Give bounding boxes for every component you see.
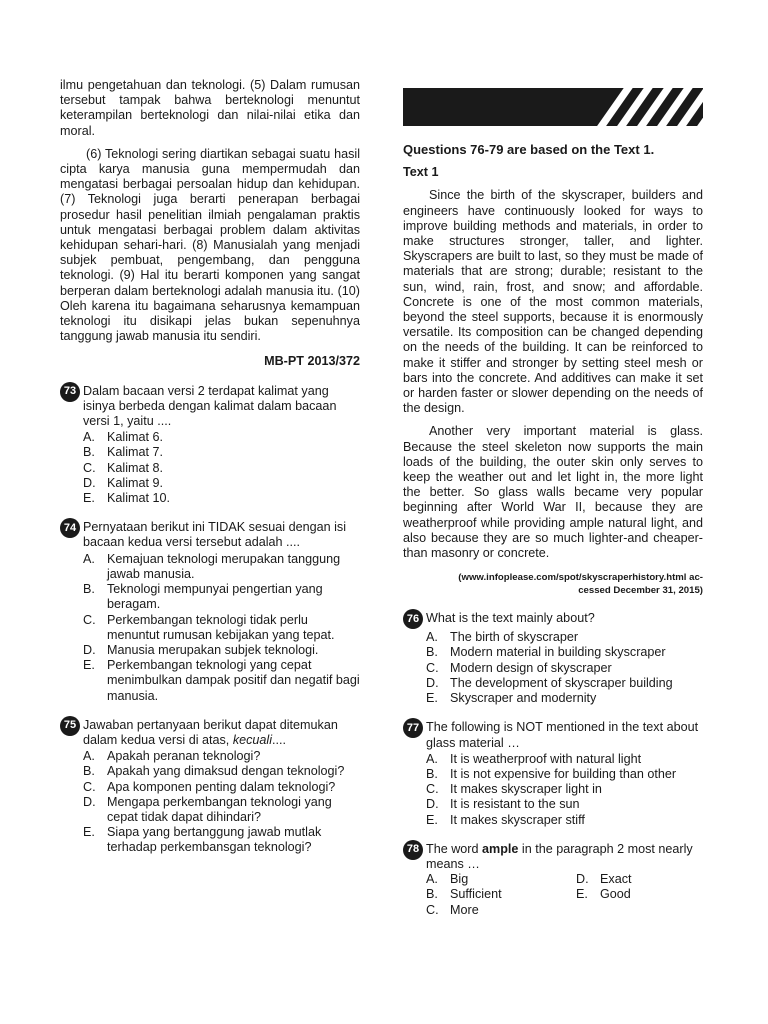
options-list [83,552,360,704]
options-list [83,749,360,855]
right-column [403,78,703,918]
option-d[interactable]: D. It is resistant to the sun [426,797,580,812]
option-d[interactable]: D. Mengapa perkembangan teknologi yang cepat tidak dapat dihindari? [83,794,332,824]
option-a[interactable]: A. Kemajuan teknologi merupakan tanggung jawab manusia. [83,551,341,581]
option-a[interactable]: A. Big [426,872,469,887]
section-heading: Questions 76-79 are based on the Text 1. [403,142,655,157]
emphasis-ample: ample [482,841,519,856]
option-c[interactable]: C. Modern design of skyscraper [426,660,612,675]
option-e[interactable]: E. Kalimat 10. [83,491,170,506]
source-url: (www.infoplease.com/spot/skyscraperhistory.html ac- cessed December 31, 2015) [458,572,703,597]
option-b[interactable]: B. Teknologi mempunyai pengertian yang beragam. [83,582,323,612]
question-text: The following is NOT mentioned in the text about glass material … [426,720,699,750]
question-text: The word ample in the paragraph 2 most nearly means … [426,841,693,871]
option-d[interactable]: D. The development of skyscraper building [426,675,673,690]
option-e[interactable]: E. It makes skyscraper stiff [426,812,585,827]
option-a[interactable]: A. The birth of skyscraper [426,630,579,645]
emphasis-kecuali: kecuali [232,732,273,747]
paragraph-continued: ilmu pengetahuan dan teknologi. (5) Dalam rumusan tersebut tampak bahwa berteknologi menuntut keterampilan berteknologi dan nilai-nilai etika dan moral. [60,78,360,138]
option-d[interactable]: D. Exact [576,872,632,887]
option-b[interactable]: B. Apakah yang dimaksud dengan teknologi? [83,764,345,779]
option-e[interactable]: E. Perkembangan teknologi yang cepat menimbulkan dampak positif dan negatif bagi manusia. [83,658,360,703]
options-list [426,752,703,828]
option-b[interactable]: B. Sufficient [426,887,502,902]
question-number-badge: 73 [60,382,80,402]
passage-paragraph-2: Another very important material is glass. Because the steel skeleton now supports the main loads of the building, the outer skin only serves to keep the weather out and let light in, the more light the better. So glass walls became very popular beginning after World War II, because they are weatherproof while providing ample natural light, and also because they are so much lighter-and cheaper-than masonry or concrete. [403,424,703,561]
question-74 [60,520,360,703]
option-b[interactable]: B. Modern material in building skyscraper [426,645,666,660]
option-e[interactable]: E. Skyscraper and modernity [426,691,597,706]
left-column [60,78,360,856]
option-d[interactable]: D. Kalimat 9. [83,475,163,490]
question-73 [60,384,360,507]
option-d[interactable]: D. Manusia merupakan subjek teknologi. [83,642,319,657]
option-a[interactable]: A. Apakah peranan teknologi? [83,749,261,764]
question-78 [403,842,703,918]
question-number-badge: 78 [403,840,423,860]
option-b[interactable]: B. It is not expensive for building than other [426,766,677,781]
text-label: Text 1 [403,165,439,180]
option-a[interactable]: A. It is weatherproof with natural light [426,751,642,766]
passage-paragraph-1: Since the birth of the skyscraper, builders and engineers have continuously looked for ways to improve building methods and materials, in order to make structures stronger, taller, and lighter. Skyscrapers are built to last, so they must be made of materials that are strong; durable; resistant to the sun, wind, rain, frost, and snow; and affordable. Concrete is one of the most common materials, beyond the steel supports, because it is enormously versatile. Its composition can be changed depending on the needs of the building. It can be reinforced to make it stiffer and stronger by setting steel mesh or bars into the concrete. And additives can make it set or harden faster or slower depending on the needs of the design. [403,188,703,416]
question-number-badge: 75 [60,716,80,736]
option-a[interactable]: A. Kalimat 6. [83,430,163,445]
question-text: Jawaban pertanyaan berikut dapat ditemukan dalam kedua versi di atas, kecuali.... [83,717,338,747]
options-grid [426,872,703,918]
options-list [83,430,360,506]
question-text: What is the text mainly about? [426,611,595,626]
option-e[interactable]: E. Good [576,887,631,902]
source-citation: MB-PT 2013/372 [264,354,360,369]
option-c[interactable]: C. It makes skyscraper light in [426,782,602,797]
option-c[interactable]: C. Perkembangan teknologi tidak perlu menuntut rumusan kebijakan yang tepat. [83,612,335,642]
option-c[interactable]: C. More [426,902,479,917]
option-c[interactable]: C. Apa komponen penting dalam teknologi? [83,779,336,794]
question-number-badge: 77 [403,718,423,738]
question-text: Pernyataan berikut ini TIDAK sesuai dengan isi bacaan kedua versi tersebut adalah .... [83,520,346,550]
question-77 [403,720,703,827]
option-e[interactable]: E. Siapa yang bertanggung jawab mutlak terhadap perkembansgan teknologi? [83,825,322,855]
option-c[interactable]: C. Kalimat 8. [83,460,163,475]
option-b[interactable]: B. Kalimat 7. [83,445,163,460]
paragraph-6-10: (6) Teknologi sering diartikan sebagai suatu hasil cipta karya manusia guna mempermudah dan mengatasi berbagai persoalan hidup dan kehidupan. (7) Teknologi juga berarti penerapan berbagai prosedur hasil penelitian ilmiah pengalaman praktis untuk mengatasi berbagai problem dalam aktivitas kehidupan sehari-hari. (8) Manusialah yang menjadi subjek pembuat, pengembang, dan pengguna teknologi. (9) Hal itu berarti komponen yang sangat berperan dalam berteknologi adalah manusia itu. (10) Oleh karena itu bagaimana seharusnya kemampuan teknologi itu disikapi jelas bukan sepenuhnya tanggung jawab manusia itu sendiri. [60,146,360,344]
section-banner-stripes [403,88,703,126]
options-list [426,630,703,706]
question-text: Dalam bacaan versi 2 terdapat kalimat yang isinya berbeda dengan kalimat dalam bacaan versi 1, yaitu .... [83,383,337,429]
question-number-badge: 74 [60,518,80,538]
question-75 [60,718,360,856]
question-76 [403,611,703,706]
question-number-badge: 76 [403,609,423,629]
